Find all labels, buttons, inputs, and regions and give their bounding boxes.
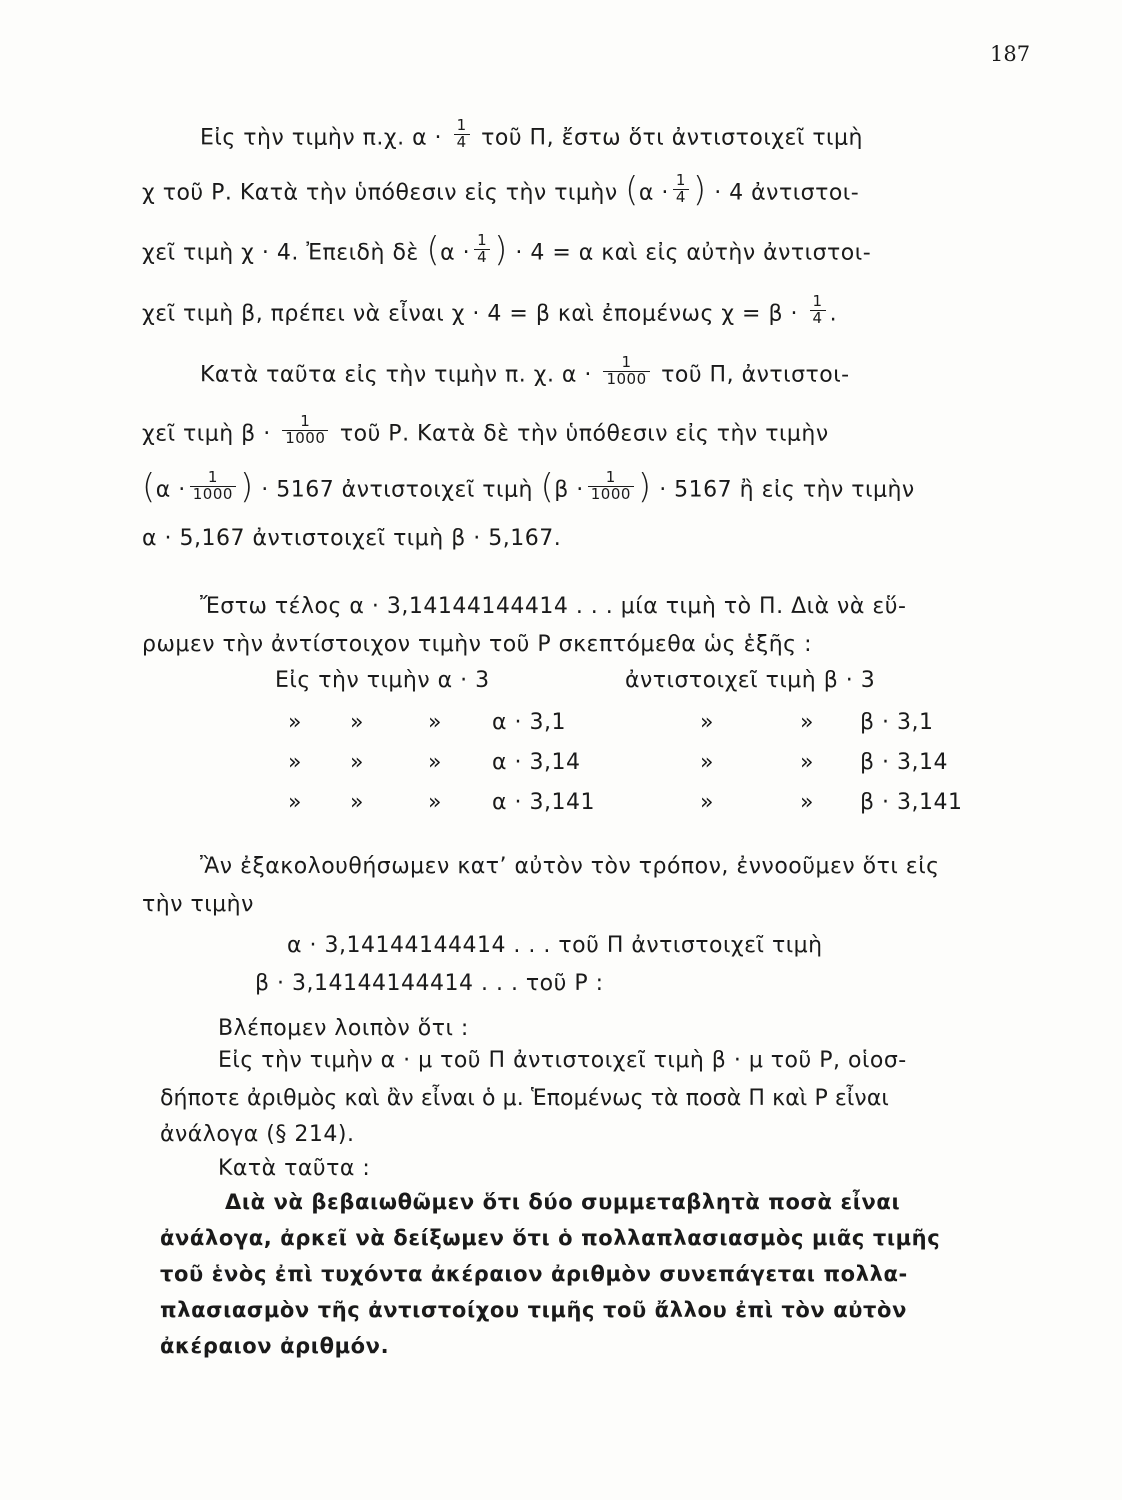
correspondence-row-4: » » » α · 3,141 » » β · 3,141 [288,790,963,815]
page-number: 187 [990,42,1031,66]
fraction-one-quarter: $\frac{1}{4}$ [673,173,689,206]
p2-line-2: χεῖ τιμὴ β · $\frac{1}{1000}$ τοῦ Ρ. Κατὰ δὲ τὴν ὑπόθεσιν εἰς τὴν τιμὴν [142,412,829,447]
correspondence-row-3: » » » α · 3,14 » » β · 3,14 [288,750,949,775]
p2-line-1: Κατὰ ταῦτα εἰς τὴν τιμὴν π. χ. α · $\frac{1}{1000}$ τοῦ Π, ἀντιστοι- [200,353,850,388]
p2-line-3: (α · $\frac{1}{1000}$ ) · 5167 ἀντιστοιχεῖ τιμὴ (β · $\frac{1}{1000}$ ) · 5167 ἢ εἰς τὴν τιμὴν [142,466,915,507]
fraction-one-quarter: $\frac{1}{4}$ [454,118,470,151]
p1-line-1: Εἰς τὴν τιμὴν π.χ. α · $\frac{1}{4}$ τοῦ Π, ἔστω ὅτι ἀντιστοιχεῖ τιμὴ [200,116,863,151]
fraction-one-thousandth: $\frac{1}{1000}$ [190,470,236,503]
rule-line-5: ἀκέραιον ἀριθμόν. [160,1334,390,1358]
p4-line-1: Ἂν ἐξακολουθήσωμεν κατ’ αὐτὸν τὸν τρόπον, ἐννοοῦμεν ὅτι εἰς [200,854,940,879]
p1-line-2: χ τοῦ Ρ. Κατὰ τὴν ὑπόθεσιν εἰς τὴν τιμὴν (α · $\frac{1}{4}$ ) · 4 ἀντιστοι- [142,169,860,210]
p6-line-1: Κατὰ ταῦτα : [218,1156,371,1181]
p5-line-4: ἀνάλογα (§ 214). [160,1122,355,1147]
rule-line-4: πλασιασμὸν τῆς ἀντιστοίχου τιμῆς τοῦ ἄλλου ἐπὶ τὸν αὐτὸν [160,1298,907,1322]
fraction-one-quarter: $\frac{1}{4}$ [810,294,826,327]
correspondence-row-1: Εἰς τὴν τιμὴν α · 3 ἀντιστοιχεῖ τιμὴ β · 3 [275,668,876,693]
fraction-one-thousandth: $\frac{1}{1000}$ [603,355,649,388]
p5-line-1: Βλέπομεν λοιπὸν ὅτι : [218,1016,469,1041]
rule-line-1: Διὰ νὰ βεβαιωθῶμεν ὅτι δύο συμμεταβλητὰ ποσὰ εἶναι [225,1190,901,1214]
rule-line-3: τοῦ ἑνὸς ἐπὶ τυχόντα ἀκέραιον ἀριθμὸν συνεπάγεται πολλα- [160,1262,908,1286]
fraction-one-thousandth: $\frac{1}{1000}$ [588,470,634,503]
correspondence-row-2: » » » α · 3,1 » » β · 3,1 [288,710,934,735]
rule-line-2: ἀνάλογα, ἀρκεῖ νὰ δείξωμεν ὅτι ὁ πολλαπλασιασμὸς μιᾶς τιμῆς [160,1226,941,1250]
p4-line-4: β · 3,14144144414 . . . τοῦ Ρ : [255,971,604,996]
fraction-one-thousandth: $\frac{1}{1000}$ [282,414,328,447]
p3-line-2: ρωμεν τὴν ἀντίστοιχον τιμὴν τοῦ Ρ σκεπτόμεθα ὡς ἑξῆς : [142,632,812,657]
p4-line-3: α · 3,14144144414 . . . τοῦ Π ἀντιστοιχεῖ τιμὴ [287,933,823,958]
p4-line-2: τὴν τιμὴν [142,892,254,917]
p5-line-3: δήποτε ἀριθμὸς καὶ ἂν εἶναι ὁ μ. Ἑπομένως τὰ ποσὰ Π καὶ Ρ εἶναι [160,1086,889,1111]
p1-line-3: χεῖ τιμὴ χ · 4. Ἐπειδὴ δὲ (α · $\frac{1}{4}$ ) · 4 = α καὶ εἰς αὐτὴν ἀντιστοι- [142,229,872,270]
p5-line-2: Εἰς τὴν τιμὴν α · μ τοῦ Π ἀντιστοιχεῖ τιμὴ β · μ τοῦ Ρ, οἱοσ- [218,1048,907,1073]
p2-line-4: α · 5,167 ἀντιστοιχεῖ τιμὴ β · 5,167. [142,526,562,551]
fraction-one-quarter: $\frac{1}{4}$ [474,233,490,266]
p1-line-4: χεῖ τιμὴ β, πρέπει νὰ εἶναι χ · 4 = β καὶ ἐπομένως χ = β · $\frac{1}{4}$ . [142,292,838,327]
p3-line-1: Ἔστω τέλος α · 3,14144144414 . . . μία τιμὴ τὸ Π. Διὰ νὰ εὕ- [200,594,907,619]
